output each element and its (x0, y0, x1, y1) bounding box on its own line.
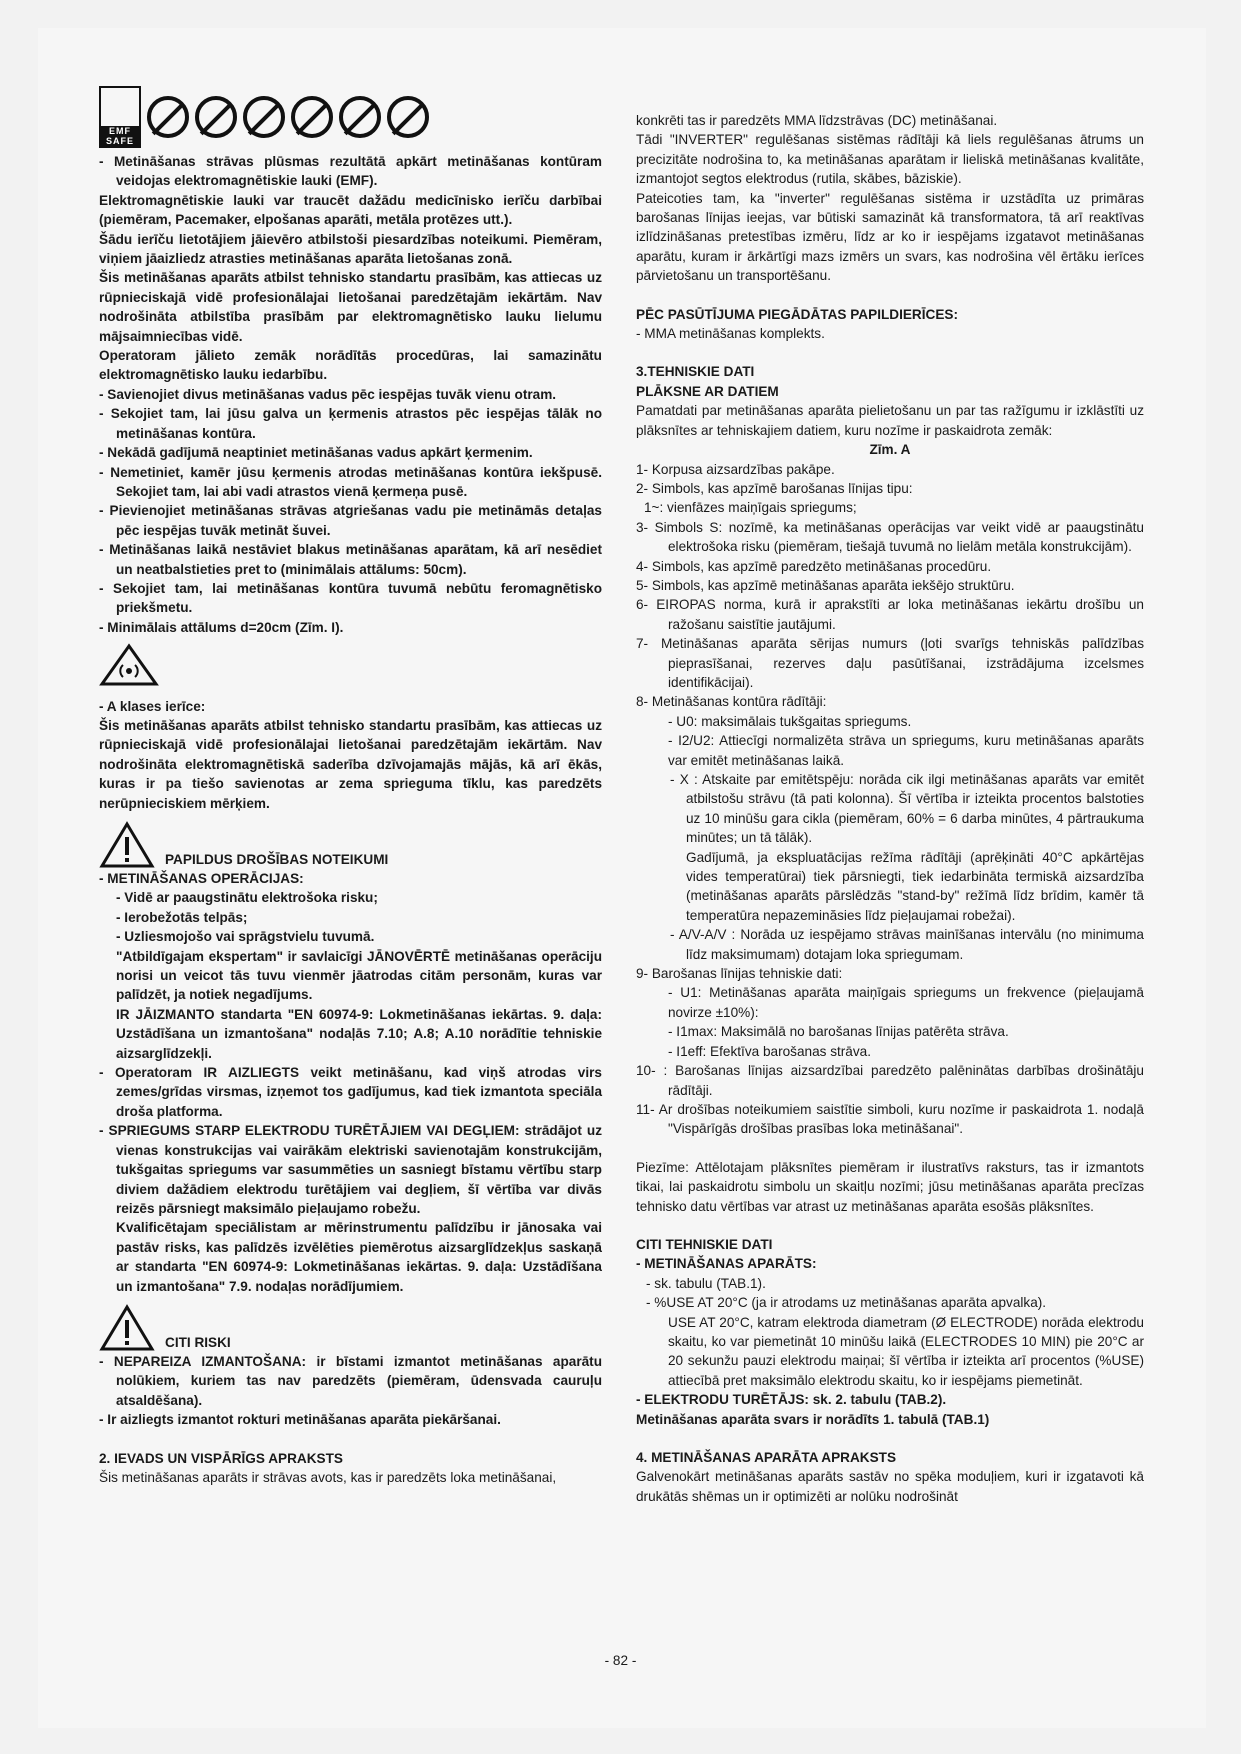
emf-bullet-4: - Nemetiniet, kamēr jūsu ķermenis atrodas metināšanas kontūra iekšpusē. Sekojiet tam, lai abi vadi atrastos vienā ķermeņa pusē. (99, 464, 602, 499)
left-column (99, 84, 602, 1487)
use-text: USE AT 20°C, katram elektroda diametram (Ø ELECTRODE) norāda elektrodu skaitu, ko var piemetināt 10 minūšu laikā (ELECTRODES 10 MIN) pie 20°C ar 20 sekunžu pauzi elektrodu maiņai; šī vērtība ir izteikta arī procentos (%USE) attiecībā pret maksimālo elektrodu skaitu, ko ir iespējams piemetināt. (668, 1314, 1144, 1388)
no-metal-objects-icon (339, 96, 381, 138)
plate-item-11: 11- Ar drošības noteikumiem saistītie simboli, kuru nozīme ir paskaidrota 1. nodaļā "Vispārīgās drošības prasības loka metināšanai". (636, 1101, 1144, 1137)
intro-heading: 2. IEVADS UN VISPĀRĪGS APRAKSTS (99, 1450, 343, 1466)
radiation-warning-icon (99, 643, 159, 687)
emf-bullet-8: - Minimālais attālums d=20cm (Zīm. I). (99, 619, 344, 635)
standard-text: IR JĀIZMANTO standarta "EN 60974-9: Lokmetināšanas iekārtas. 9. daļa: Uzstādīšana un izmantošana" nodaļās 7.10; A.8; A.10 norādītie tehniskie aizsarglīdzekļi. (116, 1006, 602, 1061)
class-a-heading: - A klases ierīce: (99, 698, 206, 714)
emf-safe-icon (99, 86, 141, 148)
emf-bullet-1: - Savienojiet divus metināšanas vadus pēc iespējas tuvāk vienu otram. (99, 386, 557, 402)
i1eff-text: - I1eff: Efektīva barošanas strāva. (668, 1043, 872, 1059)
av-range-text: - A/V-A/V : Norāda uz iespējamo strāvas mainīšanas intervālu (no minimuma līdz maksimumam) dotajam loka spriegumam. (670, 927, 1144, 962)
warning-triangle-icon-2 (99, 1304, 155, 1352)
no-metal-implant-icon (195, 96, 237, 138)
plate-item-6: 6- EIROPAS norma, kurā ir aprakstīti ar loka metināšanas iekārtu drošību un ražošanu saistītie jautājumi. (636, 597, 1144, 632)
plate-item-2-sub: 1~: vienfāzes maiņīgais spriegums; (644, 500, 857, 516)
weight-text: Metināšanas aparāta svars ir norādīts 1. tabulā (TAB.1) (636, 1411, 990, 1427)
emf-bullet-5: - Pievienojiet metināšanas strāvas atgriešanas vadu pie metināmās detaļas pēc iespējas tuvāk metināt šuvei. (99, 503, 602, 538)
holder-text: - ELEKTRODU TURĒTĀJS: sk. 2. tabulu (TAB.2). (636, 1392, 947, 1408)
dc-text: konkrēti tas ir paredzēts MMA līdzstrāvas (DC) metināšanai. (636, 113, 998, 128)
description-heading: 4. METINĀŠANAS APARĀTA APRAKSTS (636, 1450, 897, 1465)
emf-bullet-2: - Sekojiet tam, lai jūsu galva un ķermenis atrastos pēc iespējas tālāk no metināšanas kontūra. (99, 406, 602, 441)
thermal-text: Gadījumā, ja ekspluatācijas režīma rādītāji (aprēķināti 40°C apkārtējas vides temperatūrai) tiek pārsniegti, tiek iedarbināta termiskā aizsardzība (metināšanas aparāts pārslēdzās "stand-by" režīmā līdz brīdim, kamēr tā temperatūra nepazeminăsies līdz pieļaujamai robežai). (686, 849, 1144, 923)
welding-ops-heading: - METINĀŠANAS OPERĀCIJAS: (99, 871, 304, 886)
other-risks-heading-row (99, 1304, 602, 1352)
emf-bullet-7: - Sekojiet tam, lai metināšanas kontūra tuvumā nebūtu feromagnētisko priekšmetu. (99, 580, 602, 616)
accessories-item: - MMA metināšanas komplekts. (636, 326, 825, 342)
emf-para-2: Elektromagnētiskie lauki var traucēt dažādu medicīnisko ierīču darbībai (piemēram, Pacemaker, elpošanas aparāti, metāla protēzes utt.). (99, 192, 602, 228)
emf-para-4: Šis metināšanas aparāts atbilst tehnisko standartu prasībām, kas attiecas uz rūpnieciskajā vidē profesionālajai lietošanai paredzētajām iekārtām. Nav nodrošināta atbilstība prasībām par elektromagnētisko lauku lielumu mājsaimniecības vidē. (99, 270, 602, 344)
plate-item-5: 5- Simbols, kas apzīmē metināšanas aparāta iekšējo struktūru. (636, 577, 1015, 593)
emf-symbols-row (99, 84, 602, 150)
emf-bullet-3: - Nekādā gadījumā neaptiniet metināšanas vadus apkārt ķermenim. (99, 445, 533, 461)
u0-text: - U0: maksimālais tukšgaitas spriegums. (668, 713, 912, 729)
emf-para-3: Šādu ierīču lietotājiem jāievēro atbilstoši piesardzības noteikumi. Piemēram, viņiem jāaizliedz atrasties metināšanas aparāta lietošanas zonā. (99, 231, 602, 267)
plate-intro: Pamatdati par metināšanas aparāta pielietošanu un par tas ražīgumu ir izklāstīti uz plāksnītes ar tehniskajiem datiem, kuru nozīme ir paskaidrota zemāk: (636, 403, 1144, 438)
plate-item-1: 1- Korpusa aizsardzības pakāpe. (636, 461, 835, 477)
no-pacemaker-icon (147, 96, 189, 138)
other-tech-heading: CITI TEHNISKIE DATI (636, 1236, 773, 1252)
intro-text: Šis metināšanas aparāts ir strāvas avots, kas ir paredzēts loka metināšanai, (99, 1469, 557, 1485)
emf-para-5: Operatoram jālieto zemāk norādītās procedūras, lai samazinātu elektromagnētisko lauku iedarbību. (99, 348, 602, 383)
duty-cycle-text: - X : Atskaite par emitētspēju: norāda cik ilgi metināšanas aparāts var emitēt atbilstošu strāvu (tā pati kolonna). Šī vērtība ir izteikta procentos balstoties uz 10 minūšu gara cikla (piemēram, 60% = 6 darba minūtes, 4 pārtraukuma minūtes; un tā tālāk). (670, 772, 1144, 846)
welder-item-2: - %USE AT 20°C (ja ir atrodams uz metināšanas aparāta apvalka). (646, 1295, 1047, 1311)
misuse-text: - NEPAREIZA IZMANTOŠANA: ir bīstami izmantot metināšanas aparātu nolūkiem, kuriem tas nav paredzēts (piemēram, ūdensvada cauruļu atsaldēšana). (99, 1353, 602, 1408)
tech-data-heading: 3.TEHNISKIE DATI (636, 364, 755, 380)
welding-ops-item-3: - Uzliesmojošo vai sprāgstvielu tuvumā. (116, 929, 375, 945)
no-magnetic-card-icon (387, 96, 429, 138)
emf-bullet-6: - Metināšanas laikā nestāviet blakus metināšanas aparātam, kā arī nesēdiet un neatbalstieties pret to (minimālais attālums: 50cm). (99, 542, 602, 577)
right-column (636, 111, 1144, 1506)
welding-ops-item-1: - Vidē ar paaugstinātu elektrošoka risku; (116, 890, 378, 906)
extra-safety-heading: PAPILDUS DROŠĪBAS NOTEIKUMI (165, 851, 389, 867)
plate-item-8: 8- Metināšanas kontūra rādītāji: (636, 694, 827, 710)
welder-heading: - METINĀŠANAS APARĀTS: (636, 1256, 817, 1272)
figure-a-label: Zīm. A (869, 442, 911, 458)
inverter-text-1: Tādi "INVERTER" regulēšanas sistēmas rādītāji kā liels regulēšanas ātrums un precizitāte nodrošina to, ka metināšanas aparātam ir lieliskā metināšanas kvalitāte, izmantojot segtos elektrodus (rutila, skābes, bāziskie). (636, 132, 1144, 187)
prohibited-text: - Operatoram IR AIZLIEGTS veikt metināšanu, kad viņš atrodas virs zemes/grīdas virsmas, izņemot tos gadījumus, kad tiek izmantota speciāla droša platforma. (99, 1065, 602, 1119)
plate-item-2: 2- Simbols, kas apzīmē barošanas līnijas tipu: (636, 480, 913, 496)
no-hearing-aid-icon (243, 96, 285, 138)
inverter-text-2: Pateicoties tam, ka "inverter" regulēšanas sistēma ir uzstādīta uz primāras barošanas līnijas ieejas, var būtiski samazināt kā transformatora, tā arī reaktīvas izlīdzināšanas pretestības izmēru, līdz ar ko ir iespējams izgatavot metināšanas aparātu, kuram ir ārkārtīgi mazs izmērs un svars, kas nodrošina vēl ērtāku ierīces pārvietošanu un transportēšanu. (636, 190, 1144, 284)
note-text: Piezīme: Attēlotajam plāksnītes piemēram ir ilustratīvs raksturs, tas ir izmantots tikai, lai paskaidrotu simbolu un skaitļu nozīmi; jūsu metināšanas aparāta precīzas tehnisko datu vērtības var atrast uz metināšanas aparāta esošās plāksnītes. (636, 1159, 1144, 1214)
plate-item-9: 9- Barošanas līnijas tehniskie dati: (636, 966, 843, 982)
page-number: - 82 - (604, 1653, 637, 1668)
specialist-text: Kvalificētajam speciālistam ar mērinstrumentu palīdzību ir jānosaka vai pastāv risks, kas palīdzēs izvēlēties piemērotus aizsarglīdzekļus saskaņā ar standarta "EN 60974-9: Lokmetināšanas iekārtas. 9. daļa: Uzstādīšana un izmantošana" 7.9. nodaļas norādījumiem. (116, 1220, 602, 1294)
plate-item-10: 10- : Barošanas līnijas aizsardzībai paredzēto palēninātas darbības drošinātāju rādītāji. (636, 1063, 1144, 1098)
welding-ops-item-2: - Ierobežotās telpās; (116, 909, 248, 925)
i2u2-text: - I2/U2: Attiecīgi normalizēta strāva un spriegums, kuru metināšanas aparāts var emitēt metināšanas laikā. (668, 733, 1144, 768)
voltage-text: - SPRIEGUMS STARP ELEKTRODU TURĒTĀJIEM VAI DEGĻIEM: strādājot uz vienas konstrukcijas vai vairākām elektriski savienotajām konstrukcijām, tukšgaitas spriegums var sasummēties un sasniegt bīstamu vērtību starp diviem dažādiem elektrodu turētājiem vai degļiem, šī vērtība var divās reizēs pārsniegt maksimālo pieļaujamo robežu. (99, 1123, 602, 1216)
warning-triangle-icon (99, 821, 155, 869)
emf-label: EMF (101, 126, 139, 136)
class-a-text: Šis metināšanas aparāts atbilst tehnisko standartu prasībām, kas attiecas uz rūpnieciskajā vidē profesionālajai lietošanai paredzētajām iekārtām. Nav nodrošināta elektromagnētiskā saderība dzīvojamajās mājās, kā arī ēkās, kuras ir pa tiešo savienotas ar zema sprieguma tīklu, kas paredzēts nerūpnieciskiem mērķiem. (99, 717, 602, 811)
emf-para-1: - Metināšanas strāvas plūsmas rezultātā apkārt metināšanas kontūram veidojas elektromagnētiskie lauki (EMF). (99, 154, 602, 189)
handle-text: - Ir aizliegts izmantot rokturi metināšanas aparāta piekāršanai. (99, 1412, 501, 1428)
expert-text: "Atbildīgajam ekspertam" ir savlaicīgi JĀNOVĒRTĒ metināšanas operāciju norisi un veicot tās tuvu vienmēr jāatrodas citām personām, kuras var palīdzēt, ja notiek negadījums. (116, 948, 602, 1003)
extra-safety-heading-row (99, 821, 602, 869)
description-text: Galvenokārt metināšanas aparāts sastāv no spēka moduļiem, kuri ir izgatavoti kā drukātās shēmas un ir optimizēti ar nolūku nodrošināt (636, 1469, 1144, 1504)
plate-item-7: 7- Metināšanas aparāta sērijas numurs (ļoti svarīgs tehniskās palīdzības pieprasīšanai, rezerves daļu pasūtīšanai, izstrādājuma izcelsmes identifikācijai). (636, 636, 1144, 690)
plate-item-4: 4- Simbols, kas apzīmē paredzēto metināšanas procedūru. (636, 558, 992, 574)
no-watch-icon (291, 96, 333, 138)
plate-heading: PLĀKSNE AR DATIEM (636, 383, 779, 399)
u1-text: - U1: Metināšanas aparāta maiņīgais spriegums un frekvence (pieļaujamā novirze ±10%): (668, 985, 1144, 1020)
other-risks-heading: CITI RISKI (165, 1334, 231, 1350)
safe-label: SAFE (101, 136, 139, 146)
i1max-text: - I1max: Maksimālā no barošanas līnijas patērēta strāva. (668, 1024, 1009, 1040)
welder-item-1: - sk. tabulu (TAB.1). (646, 1275, 766, 1291)
accessories-heading: PĒC PASŪTĪJUMA PIEGĀDĀTAS PAPILDIERĪCES: (636, 306, 959, 322)
plate-item-3: 3- Simbols S: nozīmē, ka metināšanas operācijas var veikt vidē ar paaugstinātu elektrošoka risku (piemēram, tiešajā tuvumā no lielām metāla konstrukcijām). (636, 519, 1144, 555)
